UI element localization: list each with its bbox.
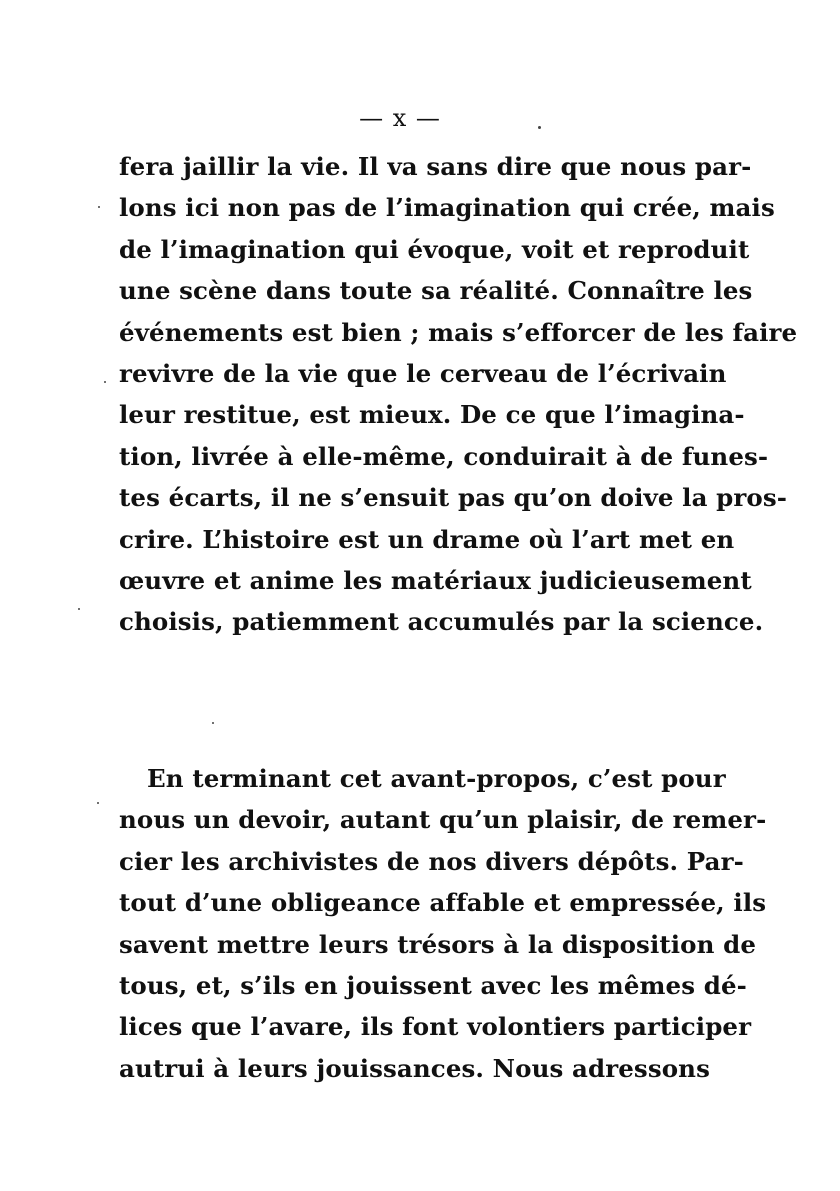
text-line: œuvre et anime les matériaux judicieusement bbox=[119, 565, 752, 595]
text-line: choisis, patiemment accumulés par la science. bbox=[119, 607, 764, 637]
scan-speck bbox=[212, 722, 214, 724]
scan-speck bbox=[78, 608, 80, 610]
scan-speck bbox=[97, 802, 99, 804]
text-line: tous, et, s’ils en jouissent avec les mêmes dé- bbox=[119, 970, 747, 1000]
text-line: leur restitue, est mieux. De ce que l’imagina- bbox=[119, 400, 745, 430]
text-line: fera jaillir la vie. Il va sans dire que nous par- bbox=[119, 152, 752, 181]
text-line: revivre de la vie que le cerveau de l’écrivain bbox=[119, 358, 727, 388]
scan-speck bbox=[98, 206, 100, 208]
text-line: En terminant cet avant-propos, c’est pour bbox=[147, 764, 726, 793]
text-line: crire. L’histoire est un drame où l’art met en bbox=[119, 524, 735, 554]
text-line: lices que l’avare, ils font volontiers participer bbox=[119, 1012, 752, 1042]
paragraph-2 bbox=[119, 758, 767, 1089]
text-line: tes écarts, il ne s’ensuit pas qu’on doive la pros- bbox=[119, 483, 788, 513]
text-line: une scène dans toute sa réalité. Connaître les bbox=[119, 276, 753, 306]
text-line: lons ici non pas de l’imagination qui crée, mais bbox=[119, 193, 775, 223]
text-line: tout d’une obligeance affable et empressée, ils bbox=[119, 888, 767, 918]
text-line: cier les archivistes de nos divers dépôts. Par- bbox=[119, 846, 744, 876]
text-line: de l’imagination qui évoque, voit et reproduit bbox=[119, 234, 750, 264]
scan-speck bbox=[104, 381, 106, 383]
scan-speck bbox=[538, 126, 541, 129]
paragraph-1 bbox=[119, 146, 798, 643]
text-line: nous un devoir, autant qu’un plaisir, de remer- bbox=[119, 805, 767, 835]
text-line: autrui à leurs jouissances. Nous adressons bbox=[119, 1053, 710, 1083]
text-line: événements est bien ; mais s’efforcer de les faire bbox=[119, 317, 798, 347]
text-line: savent mettre leurs trésors à la disposition de bbox=[119, 929, 757, 959]
text-line: tion, livrée à elle-même, conduirait à de funes- bbox=[119, 441, 769, 471]
page-number: — x — bbox=[359, 104, 441, 132]
